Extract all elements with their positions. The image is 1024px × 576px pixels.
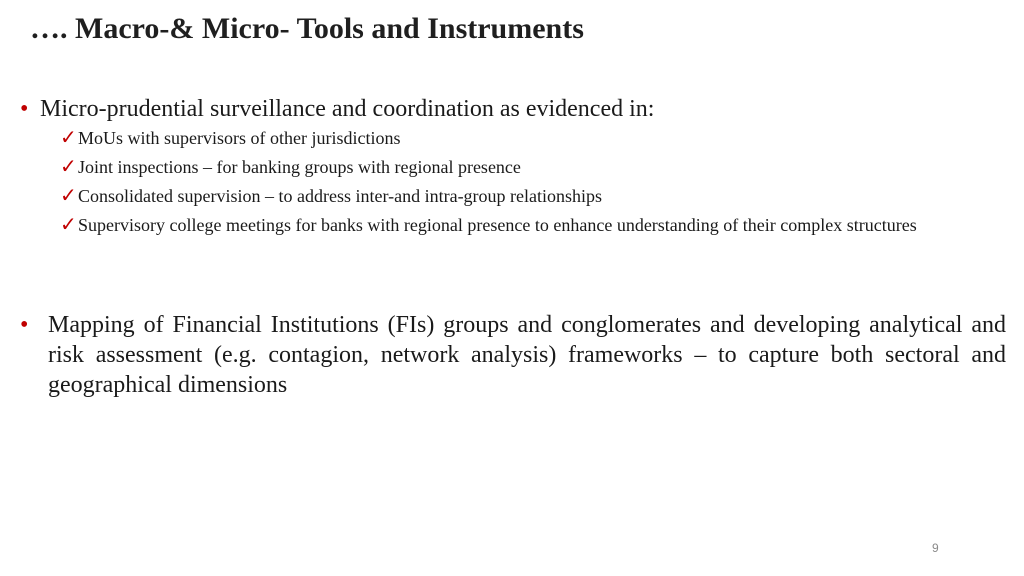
bullet-item-micro-prudential [20,94,1005,241]
check-item [60,125,1005,150]
bullet-text: Mapping of Financial Institutions (FIs) groups and conglomerates and developing analytical and risk assessment (e.g. contagion, network analysis) frameworks – to capture both sectoral and geographical dimensions [48,312,1006,398]
page-number: 9 [932,541,939,555]
check-item-text: Joint inspections – for banking groups with regional presence [78,157,521,177]
check-item-text: MoUs with supervisors of other jurisdictions [78,128,401,148]
check-item [60,183,1005,208]
checkmark-icon: ✓ [60,183,77,207]
check-sublist [60,125,1005,237]
checkmark-icon: ✓ [60,125,77,149]
check-item-text: Supervisory college meetings for banks with regional presence to enhance understanding of their complex structures [78,215,917,235]
bullet-text: Micro-prudential surveillance and coordination as evidenced in: [40,96,655,122]
bullet-dot-icon: • [20,96,29,122]
slide-title: …. Macro-& Micro- Tools and Instruments [30,12,584,45]
bullet-main-line [20,94,1005,124]
checkmark-icon: ✓ [60,154,77,178]
check-item-text: Consolidated supervision – to address inter-and intra-group relationships [78,186,603,206]
checkmark-icon: ✓ [60,212,77,236]
check-item [60,154,1005,179]
bullet-item-mapping [20,310,1006,400]
check-item [60,212,1005,237]
bullet-dot-icon: • [20,312,29,338]
